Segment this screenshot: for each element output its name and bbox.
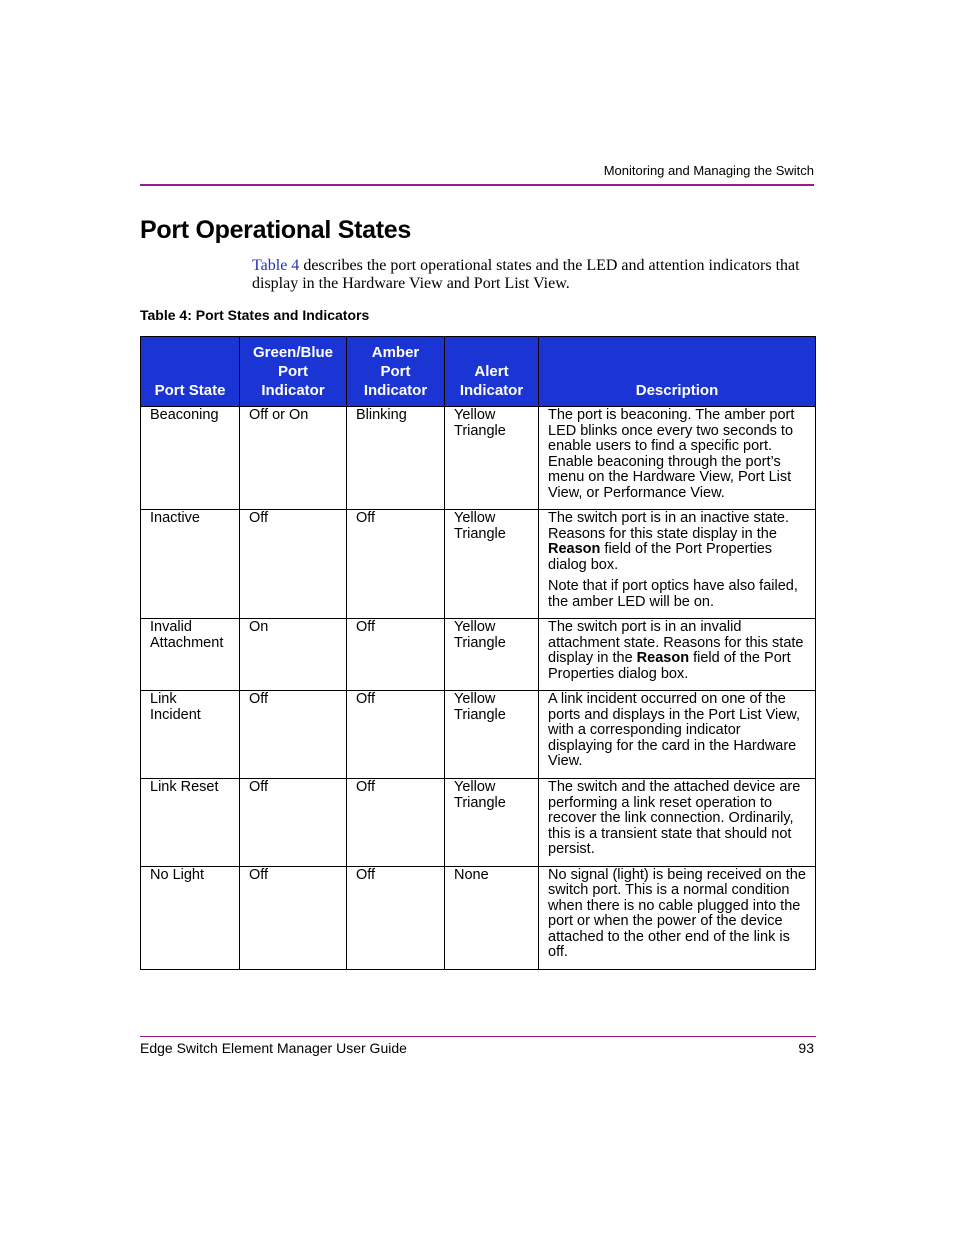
cell-alert-indicator: Yellow Triangle — [445, 407, 539, 510]
footer-document-title: Edge Switch Element Manager User Guide — [140, 1040, 407, 1056]
cell-port-state: Link Incident — [141, 691, 240, 779]
cell-port-state: Invalid Attachment — [141, 619, 240, 691]
cell-amber-indicator: Blinking — [347, 407, 445, 510]
section-title: Port Operational States — [140, 216, 411, 244]
cell-green-indicator: Off — [240, 779, 347, 867]
footer-rule — [140, 1036, 816, 1037]
description-text: The switch port is in an invalid attachment state. Reasons for this state display in the — [548, 619, 804, 666]
table-header-row — [141, 337, 816, 407]
cell-port-state: No Light — [141, 866, 240, 969]
cell-description — [539, 510, 816, 619]
description-text: The switch port is in an inactive state. Reasons for this state display in the — [548, 510, 789, 542]
col-header-description: Description — [539, 337, 816, 407]
cell-amber-indicator: Off — [347, 619, 445, 691]
cell-green-indicator: Off or On — [240, 407, 347, 510]
cell-description: The switch and the attached device are performing a link reset operation to recover the link connection. Ordinarily, this is a transient state that should not persist. — [539, 779, 816, 867]
table-row — [141, 407, 816, 510]
table-4-link[interactable]: Table 4 — [252, 257, 300, 274]
table-caption: Table 4: Port States and Indicators — [140, 307, 370, 323]
page-number: 93 — [798, 1040, 814, 1056]
cell-description: The port is beaconing. The amber port LED blinks once every two seconds to enable users to find a specific port. Enable beaconing through the port’s menu on the Hardware View, Port List View, or Performance View. — [539, 407, 816, 510]
reason-field-name: Reason — [548, 541, 601, 557]
cell-green-indicator: Off — [240, 866, 347, 969]
table-row — [141, 510, 816, 619]
intro-paragraph — [252, 257, 817, 293]
cell-alert-indicator: Yellow Triangle — [445, 510, 539, 619]
cell-alert-indicator: None — [445, 866, 539, 969]
col-header-port-state: Port State — [141, 337, 240, 407]
running-head: Monitoring and Managing the Switch — [603, 163, 814, 178]
reason-field-name: Reason — [636, 650, 690, 666]
cell-description: A link incident occurred on one of the ports and displays in the Port List View, with a corresponding indicator displaying for the card in the Hardware View. — [539, 691, 816, 779]
cell-amber-indicator: Off — [347, 866, 445, 969]
description-paragraph — [548, 511, 807, 573]
col-header-green-blue-indicator: Green/Blue Port Indicator — [240, 337, 347, 407]
cell-amber-indicator: Off — [347, 510, 445, 619]
col-header-alert-indicator: Alert Indicator — [445, 337, 539, 407]
cell-port-state: Inactive — [141, 510, 240, 619]
cell-alert-indicator: Yellow Triangle — [445, 779, 539, 867]
col-header-amber-indicator: Amber Port Indicator — [347, 337, 445, 407]
cell-green-indicator: Off — [240, 510, 347, 619]
table-row — [141, 619, 816, 691]
cell-amber-indicator: Off — [347, 691, 445, 779]
cell-green-indicator: On — [240, 619, 347, 691]
port-states-table — [140, 336, 816, 970]
cell-alert-indicator: Yellow Triangle — [445, 691, 539, 779]
cell-amber-indicator: Off — [347, 779, 445, 867]
description-text: field of the Port Properties dialog box. — [548, 541, 773, 573]
cell-port-state: Link Reset — [141, 779, 240, 867]
cell-alert-indicator: Yellow Triangle — [445, 619, 539, 691]
table-row — [141, 866, 816, 969]
intro-text: describes the port operational states and the LED and attention indicators that display in the Hardware View and Port List View. — [252, 257, 800, 292]
cell-description — [539, 619, 816, 691]
table-row — [141, 691, 816, 779]
cell-port-state: Beaconing — [141, 407, 240, 510]
cell-description: No signal (light) is being received on the switch port. This is a normal condition when there is no cable plugged into the port or when the power of the device attached to the other end of the link is off. — [539, 866, 816, 969]
table-row — [141, 779, 816, 867]
header-rule — [140, 184, 814, 186]
description-note: Note that if port optics have also failed, the amber LED will be on. — [548, 578, 798, 610]
description-text: field of the Port Properties dialog box. — [548, 650, 791, 682]
cell-green-indicator: Off — [240, 691, 347, 779]
